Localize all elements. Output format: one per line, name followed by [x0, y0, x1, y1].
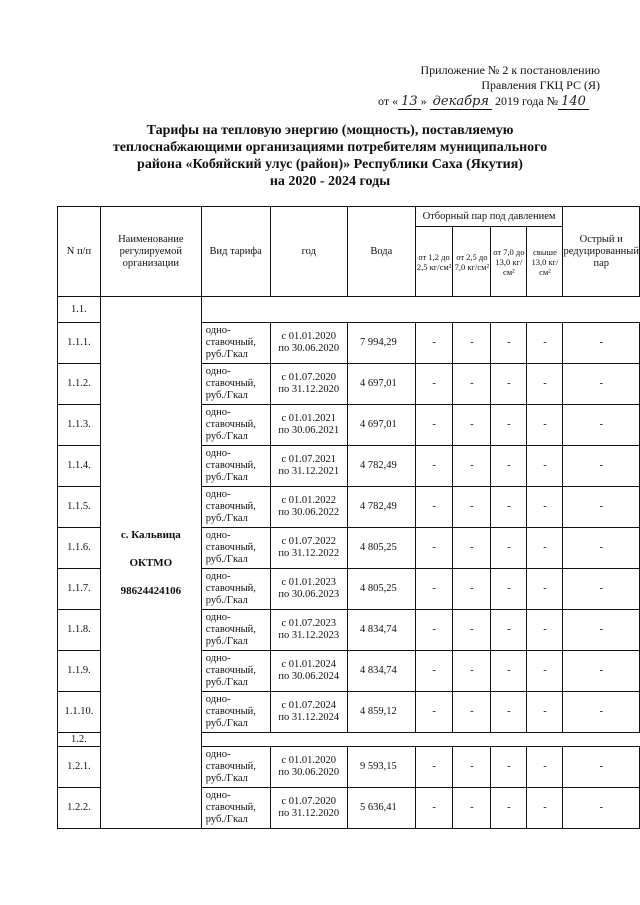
title-line3: района «Кобяйский улус (район)» Республики Саха (Якутия)	[137, 157, 523, 172]
title-line1: Тарифы на тепловую энергию (мощность), поставляемую	[146, 123, 514, 138]
dash-cell: -	[491, 651, 527, 692]
appendix-header	[420, 63, 600, 93]
dash-cell: -	[491, 446, 527, 487]
tariff-type: одно-ставочный, руб./Гкал	[201, 610, 270, 651]
period-cell	[270, 528, 347, 569]
period-to: по 30.06.2022	[278, 507, 340, 518]
period-cell	[270, 651, 347, 692]
dash-cell: -	[415, 323, 453, 364]
period-cell	[270, 487, 347, 528]
dash-cell: -	[563, 569, 640, 610]
water-value: 4 834,74	[347, 610, 415, 651]
dash-cell: -	[563, 405, 640, 446]
header-steam: Отборный пар под давлением	[415, 207, 563, 227]
dash-cell: -	[415, 405, 453, 446]
handwritten-number: 140	[558, 94, 589, 110]
water-value: 4 805,25	[347, 569, 415, 610]
water-value: 7 994,29	[347, 323, 415, 364]
dash-cell: -	[527, 323, 563, 364]
period-from: с 01.01.2022	[281, 495, 337, 506]
row-num: 1.1.4.	[58, 446, 101, 487]
section-num: 1.1.	[58, 297, 101, 323]
section-num: 1.2.	[58, 733, 101, 747]
period-cell	[270, 446, 347, 487]
dash-cell: -	[415, 692, 453, 733]
dash-cell: -	[527, 487, 563, 528]
date-prefix: от «	[378, 94, 399, 108]
header-sharp-steam: Острый и редуцированный пар	[563, 207, 640, 297]
period-from: с 01.01.2024	[281, 659, 337, 670]
dash-cell: -	[527, 788, 563, 829]
row-num: 1.1.3.	[58, 405, 101, 446]
row-num: 1.1.7.	[58, 569, 101, 610]
dash-cell: -	[415, 487, 453, 528]
period-cell	[270, 364, 347, 405]
dash-cell: -	[491, 610, 527, 651]
water-value: 4 782,49	[347, 446, 415, 487]
dash-cell: -	[415, 788, 453, 829]
row-num: 1.1.2.	[58, 364, 101, 405]
dash-cell: -	[563, 446, 640, 487]
dash-cell: -	[563, 323, 640, 364]
tariff-type: одно-ставочный, руб./Гкал	[201, 747, 270, 788]
water-value: 4 697,01	[347, 405, 415, 446]
dash-cell: -	[527, 651, 563, 692]
row-num: 1.1.6.	[58, 528, 101, 569]
water-value: 4 805,25	[347, 528, 415, 569]
period-cell	[270, 747, 347, 788]
period-from: с 01.07.2020	[281, 796, 337, 807]
tariff-type: одно-ставочный, руб./Гкал	[201, 364, 270, 405]
period-from: с 01.07.2020	[281, 372, 337, 383]
appendix-line2: Правления ГКЦ РС (Я)	[481, 78, 600, 92]
date-quote: »	[420, 94, 427, 108]
tariff-type: одно-ставочный, руб./Гкал	[201, 446, 270, 487]
row-num: 1.2.1.	[58, 747, 101, 788]
dash-cell: -	[453, 651, 491, 692]
water-value: 4 697,01	[347, 364, 415, 405]
dash-cell: -	[527, 446, 563, 487]
dash-cell: -	[453, 487, 491, 528]
tariff-type: одно-ставочный, руб./Гкал	[201, 487, 270, 528]
dash-cell: -	[415, 651, 453, 692]
water-value: 4 782,49	[347, 487, 415, 528]
row-num: 1.1.8.	[58, 610, 101, 651]
header-num: N п/п	[58, 207, 101, 297]
row-num: 1.1.5.	[58, 487, 101, 528]
title-line2: теплоснабжающими организациями потребителям муниципального	[112, 140, 548, 155]
period-to: по 31.12.2021	[278, 466, 340, 477]
org-cell	[100, 297, 201, 829]
water-value: 9 593,15	[347, 747, 415, 788]
dash-cell: -	[415, 446, 453, 487]
period-from: с 01.07.2022	[281, 536, 337, 547]
dash-cell: -	[415, 569, 453, 610]
period-to: по 31.12.2020	[278, 808, 340, 819]
tariff-type: одно-ставочный, руб./Гкал	[201, 405, 270, 446]
handwritten-month: декабря	[430, 94, 492, 110]
dash-cell: -	[453, 364, 491, 405]
dash-cell: -	[491, 788, 527, 829]
dash-cell: -	[415, 528, 453, 569]
dash-cell: -	[453, 323, 491, 364]
period-to: по 31.12.2020	[278, 384, 340, 395]
tariff-type: одно-ставочный, руб./Гкал	[201, 528, 270, 569]
row-num: 1.1.10.	[58, 692, 101, 733]
header-steam-4: свыше 13,0 кг/см²	[527, 227, 563, 297]
row-num: 1.2.2.	[58, 788, 101, 829]
tariff-type: одно-ставочный, руб./Гкал	[201, 651, 270, 692]
tariff-type: одно-ставочный, руб./Гкал	[201, 788, 270, 829]
date-year: 2019 года №	[494, 94, 559, 108]
dash-cell: -	[527, 692, 563, 733]
header-steam-2: от 2,5 до 7,0 кг/см²	[453, 227, 491, 297]
dash-cell: -	[563, 528, 640, 569]
period-from: с 01.01.2021	[281, 413, 337, 424]
handwritten-day: 13	[398, 94, 421, 110]
period-from: с 01.01.2020	[281, 755, 337, 766]
row-num: 1.1.9.	[58, 651, 101, 692]
dash-cell: -	[563, 747, 640, 788]
period-from: с 01.01.2023	[281, 577, 337, 588]
section-row	[58, 297, 640, 323]
dash-cell: -	[453, 569, 491, 610]
dash-cell: -	[563, 364, 640, 405]
oktmo-label: ОКТМО	[129, 556, 173, 569]
title-line4: на 2020 - 2024 годы	[269, 174, 391, 189]
dash-cell: -	[491, 692, 527, 733]
dash-cell: -	[453, 692, 491, 733]
period-to: по 30.06.2024	[278, 671, 340, 682]
resolution-date	[378, 94, 618, 109]
dash-cell: -	[491, 364, 527, 405]
header-type: Вид тарифа	[201, 207, 270, 297]
header-year: год	[270, 207, 347, 297]
period-from: с 01.07.2024	[281, 700, 337, 711]
water-value: 4 859,12	[347, 692, 415, 733]
dash-cell: -	[453, 788, 491, 829]
dash-cell: -	[453, 446, 491, 487]
period-from: с 01.07.2021	[281, 454, 337, 465]
water-value: 4 834,74	[347, 651, 415, 692]
dash-cell: -	[527, 528, 563, 569]
dash-cell: -	[491, 747, 527, 788]
period-from: с 01.07.2023	[281, 618, 337, 629]
period-cell	[270, 788, 347, 829]
org-name: с. Кальвица	[120, 528, 181, 541]
period-cell	[270, 323, 347, 364]
document-title	[60, 122, 600, 190]
dash-cell: -	[491, 487, 527, 528]
dash-cell: -	[453, 747, 491, 788]
dash-cell: -	[527, 747, 563, 788]
period-cell	[270, 610, 347, 651]
period-to: по 30.06.2020	[278, 767, 340, 778]
header-steam-1: от 1,2 до 2,5 кг/см²	[415, 227, 453, 297]
dash-cell: -	[415, 364, 453, 405]
period-cell	[270, 569, 347, 610]
dash-cell: -	[527, 569, 563, 610]
dash-cell: -	[415, 610, 453, 651]
oktmo-code: 98624424106	[120, 584, 182, 597]
period-to: по 31.12.2023	[278, 630, 340, 641]
dash-cell: -	[491, 405, 527, 446]
dash-cell: -	[563, 692, 640, 733]
dash-cell: -	[563, 610, 640, 651]
dash-cell: -	[453, 610, 491, 651]
row-num: 1.1.1.	[58, 323, 101, 364]
water-value: 5 636,41	[347, 788, 415, 829]
period-to: по 30.06.2023	[278, 589, 340, 600]
dash-cell: -	[527, 405, 563, 446]
dash-cell: -	[563, 487, 640, 528]
dash-cell: -	[491, 528, 527, 569]
period-to: по 31.12.2024	[278, 712, 340, 723]
tariff-type: одно-ставочный, руб./Гкал	[201, 323, 270, 364]
tariff-type: одно-ставочный, руб./Гкал	[201, 692, 270, 733]
dash-cell: -	[415, 747, 453, 788]
dash-cell: -	[453, 528, 491, 569]
appendix-line1: Приложение № 2 к постановлению	[420, 63, 600, 77]
tariff-type: одно-ставочный, руб./Гкал	[201, 569, 270, 610]
dash-cell: -	[453, 405, 491, 446]
dash-cell: -	[563, 788, 640, 829]
period-to: по 30.06.2021	[278, 425, 340, 436]
dash-cell: -	[491, 569, 527, 610]
period-to: по 31.12.2022	[278, 548, 340, 559]
dash-cell: -	[563, 651, 640, 692]
period-to: по 30.06.2020	[278, 343, 340, 354]
period-from: с 01.01.2020	[281, 331, 337, 342]
tariff-table	[57, 206, 640, 829]
period-cell	[270, 692, 347, 733]
dash-cell: -	[527, 610, 563, 651]
header-water: Вода	[347, 207, 415, 297]
dash-cell: -	[491, 323, 527, 364]
dash-cell: -	[527, 364, 563, 405]
header-steam-3: от 7,0 до 13,0 кг/см²	[491, 227, 527, 297]
header-org: Наименование регулируемой организации	[100, 207, 201, 297]
period-cell	[270, 405, 347, 446]
